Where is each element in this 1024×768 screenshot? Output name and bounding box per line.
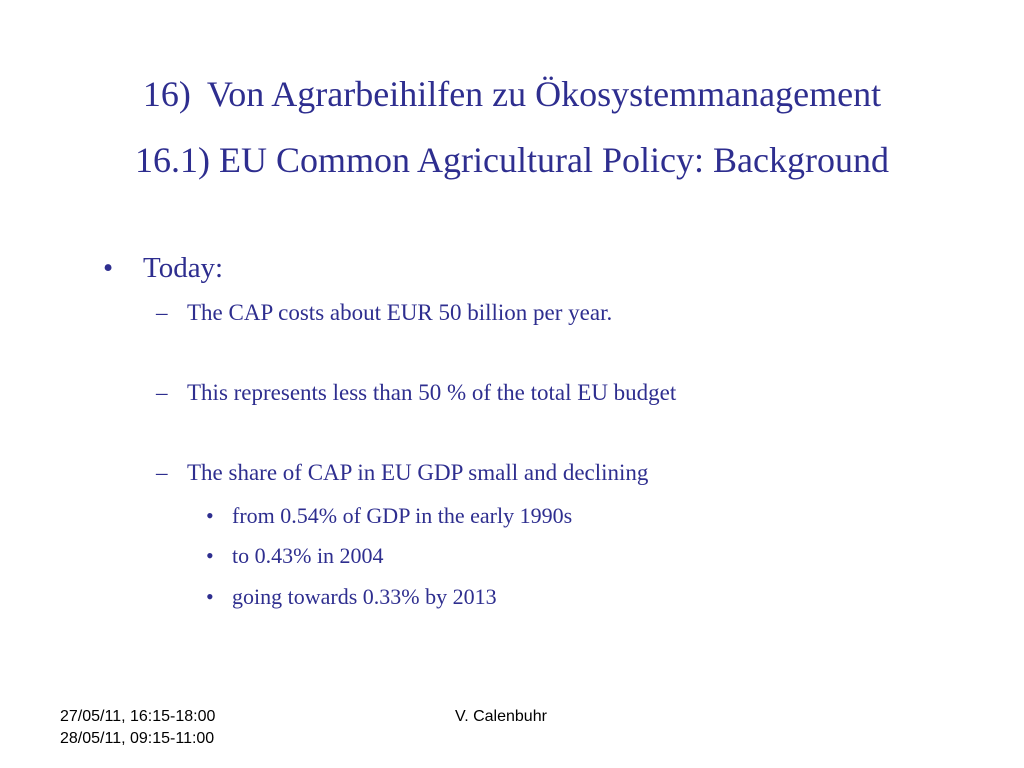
bullet-level2-text: The share of CAP in EU GDP small and declining	[187, 460, 649, 485]
title-text: Von Agrarbeihilfen zu Ökosystemmanagement	[206, 74, 882, 114]
footer-date-line1: 27/05/11, 16:15-18:00	[60, 708, 216, 725]
bullet-level3	[206, 501, 572, 531]
title-number: 16)	[142, 74, 191, 114]
dash-icon: –	[156, 300, 168, 325]
bullet-level1	[103, 248, 223, 288]
slide-subtitle: 16.1) EU Common Agricultural Policy: Background	[135, 140, 889, 180]
bullet-icon: •	[206, 503, 214, 528]
bullet-level2-text: This represents less than 50 % of the total EU budget	[187, 380, 677, 405]
footer-date	[60, 706, 215, 750]
bullet-level2	[156, 378, 676, 408]
bullet-icon: •	[103, 252, 114, 284]
bullet-level3	[206, 541, 384, 571]
bullet-icon: •	[206, 584, 214, 609]
bullet-level1-text: Today:	[143, 252, 224, 284]
dash-icon: –	[156, 460, 168, 485]
dash-icon: –	[156, 380, 168, 405]
bullet-level3-text: from 0.54% of GDP in the early 1990s	[232, 503, 573, 528]
bullet-level3	[206, 582, 497, 612]
bullet-icon: •	[206, 543, 214, 568]
bullet-level3-text: to 0.43% in 2004	[232, 543, 384, 568]
bullet-level3-text: going towards 0.33% by 2013	[232, 584, 497, 609]
bullet-level2	[156, 458, 648, 488]
footer-date-line2: 28/05/11, 09:15-11:00	[60, 730, 215, 747]
bullet-level2-text: The CAP costs about EUR 50 billion per year.	[187, 300, 613, 325]
footer-author: V. Calenbuhr	[455, 708, 547, 725]
bullet-level2	[156, 298, 612, 328]
